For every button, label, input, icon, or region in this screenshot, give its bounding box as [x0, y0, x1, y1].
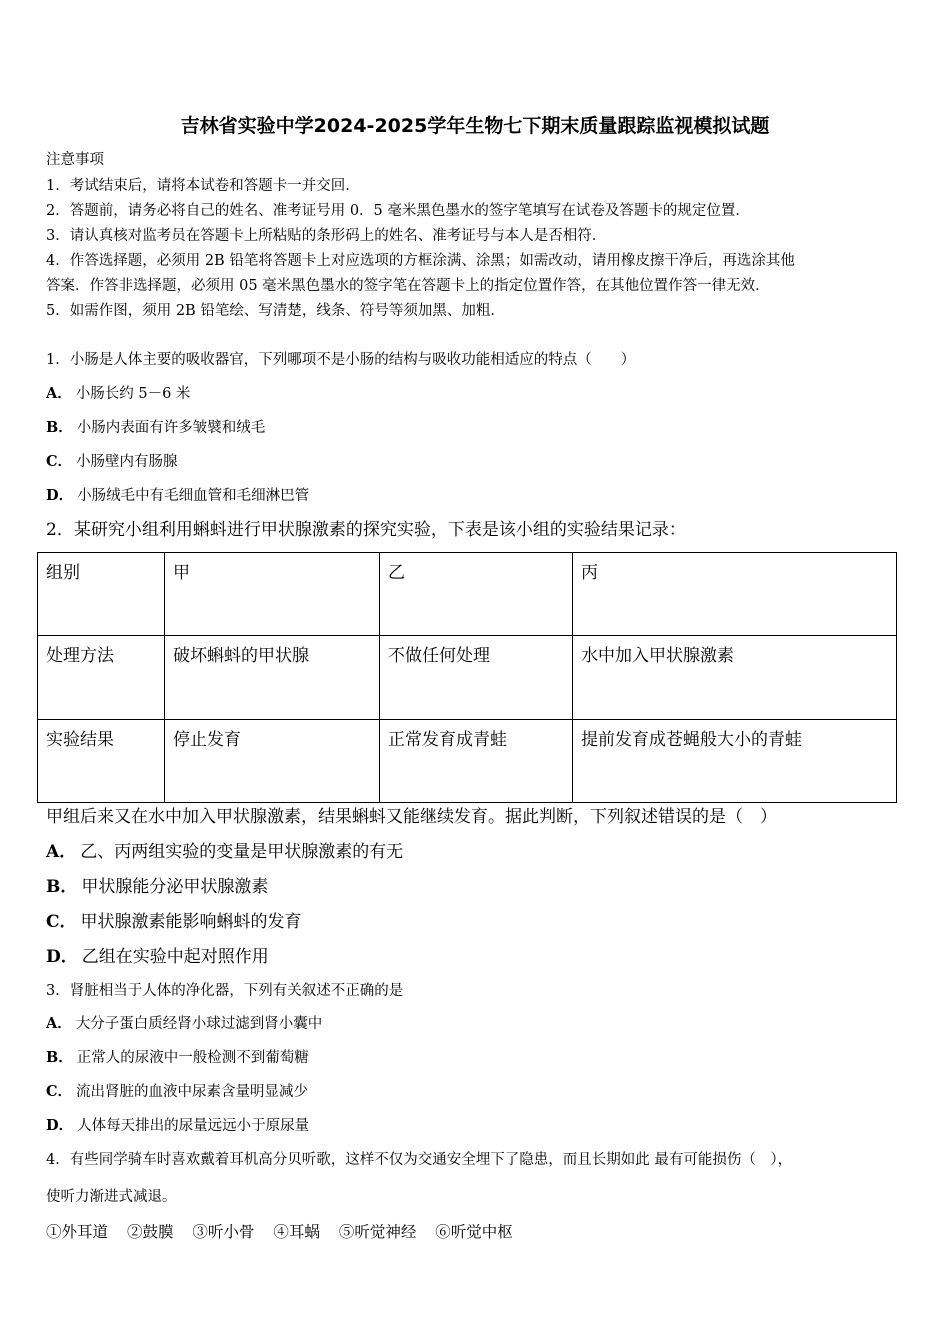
option-key: C．	[46, 453, 73, 470]
option-key: D．	[46, 487, 74, 504]
table-cell: 丙	[573, 553, 897, 636]
q2-stem: 2．某研究小组利用蝌蚪进行甲状腺激素的探究实验，下表是该小组的实验结果记录：	[46, 520, 686, 540]
q3-option-a	[46, 1014, 322, 1034]
q1-option-a	[46, 384, 190, 404]
option-text: 流出肾脏的血液中尿素含量明显减少	[76, 1084, 309, 1100]
q3-option-d	[46, 1116, 309, 1136]
q3-option-c	[46, 1082, 308, 1102]
ear-structure-item: ②鼓膜	[126, 1223, 174, 1241]
table-cell: 组别	[38, 553, 165, 636]
option-key: C．	[46, 912, 77, 932]
notice-item: 3．请认真核对监考员在答题卡上所粘贴的条形码上的姓名、准考证号与本人是否相符．	[46, 228, 607, 244]
table-cell: 提前发育成苍蝇般大小的青蛙	[573, 719, 897, 802]
q1-option-c	[46, 452, 178, 472]
table-cell: 处理方法	[38, 636, 165, 719]
option-text: 小肠内表面有许多皱襞和绒毛	[76, 420, 266, 436]
table-cell: 甲	[165, 553, 380, 636]
notice-item: 4．作答选择题，必须用 2B 铅笔将答题卡上对应选项的方框涂满、涂黑；如需改动，请用橡皮擦干净后，再选涂其他	[46, 253, 795, 269]
q1-stem: 1．小肠是人体主要的吸收器官，下列哪项不是小肠的结构与吸收功能相适应的特点（ ）	[46, 352, 636, 368]
q2-followup: 甲组后来又在水中加入甲状腺激素，结果蝌蚪又能继续发育。据此判断，下列叙述错误的是（ ）	[46, 807, 777, 827]
option-key: C．	[46, 1083, 73, 1100]
option-key: B．	[46, 419, 73, 436]
option-text: 乙组在实验中起对照作用	[81, 947, 269, 967]
table-cell: 实验结果	[38, 719, 165, 802]
table-cell: 水中加入甲状腺激素	[573, 636, 897, 719]
q2-option-a	[46, 840, 403, 864]
q3-stem: 3．肾脏相当于人体的净化器，下列有关叙述不正确的是	[46, 983, 404, 999]
option-text: 正常人的尿液中一般检测不到葡萄糖	[76, 1050, 309, 1066]
ear-structure-item: ⑤听觉神经	[338, 1223, 417, 1241]
table-cell: 乙	[380, 553, 573, 636]
q3-option-b	[46, 1048, 309, 1068]
q2-option-d	[46, 945, 269, 969]
option-text: 小肠长约 5－6 米	[75, 386, 191, 402]
table-cell: 破坏蝌蚪的甲状腺	[165, 636, 380, 719]
table-row	[38, 719, 897, 802]
table-cell: 不做任何处理	[380, 636, 573, 719]
option-key: A．	[46, 842, 77, 862]
option-text: 小肠壁内有肠腺	[76, 454, 178, 470]
option-text: 小肠绒毛中有毛细血管和毛细淋巴管	[77, 488, 310, 504]
option-text: 甲状腺能分泌甲状腺激素	[81, 877, 269, 897]
notice-item: 2．答题前，请务必将自己的姓名、准考证号用 0．5 毫米黑色墨水的签字笔填写在试卷及答题卡的规定位置．	[46, 203, 750, 219]
option-text: 甲状腺激素能影响蝌蚪的发育	[80, 912, 302, 932]
notice-heading: 注意事项	[46, 152, 104, 168]
q2-option-b	[46, 875, 268, 899]
q4-ear-structures	[46, 1221, 527, 1243]
table-row	[38, 636, 897, 719]
q4-stem: 4．有些同学骑车时喜欢戴着耳机高分贝听歌，这样不仅为交通安全埋下了隐患，而且长期如此 最有可能损伤（ ），	[46, 1152, 793, 1168]
q1-option-d	[46, 486, 309, 506]
q1-option-b	[46, 418, 265, 438]
table-cell: 停止发育	[165, 719, 380, 802]
ear-structure-item: ③听小骨	[192, 1223, 255, 1241]
option-key: A．	[46, 1015, 72, 1032]
table-cell: 正常发育成青蛙	[380, 719, 573, 802]
table-row	[38, 553, 897, 636]
notice-item: 1．考试结束后，请将本试卷和答题卡一并交回．	[46, 178, 360, 194]
ear-structure-item: ⑥听觉中枢	[435, 1223, 513, 1241]
option-key: B．	[46, 1049, 73, 1066]
option-key: D．	[46, 947, 78, 967]
notice-item: 5．如需作图，须用 2B 铅笔绘、写清楚，线条、符号等须加黑、加粗．	[46, 303, 505, 319]
page-title: 吉林省实验中学2024-2025学年生物七下期末质量跟踪监视模拟试题	[180, 115, 770, 137]
option-text: 乙、丙两组实验的变量是甲状腺激素的有无	[80, 842, 404, 862]
option-text: 人体每天排出的尿量远远小于原尿量	[77, 1118, 310, 1134]
q4-stem-continued: 使听力渐进式减退。	[46, 1189, 177, 1205]
option-key: A．	[46, 385, 72, 402]
ear-structure-item: ①外耳道	[46, 1223, 109, 1241]
notice-item: 答案．作答非选择题，必须用 05 毫米黑色墨水的签字笔在答题卡上的指定位置作答，在其他位置作答一律无效．	[46, 278, 770, 294]
experiment-table	[37, 552, 897, 803]
option-text: 大分子蛋白质经肾小球过滤到肾小囊中	[75, 1016, 323, 1032]
ear-structure-item: ④耳蜗	[273, 1223, 320, 1241]
option-key: B．	[46, 877, 78, 897]
q2-option-c	[46, 910, 302, 934]
option-key: D．	[46, 1117, 74, 1134]
